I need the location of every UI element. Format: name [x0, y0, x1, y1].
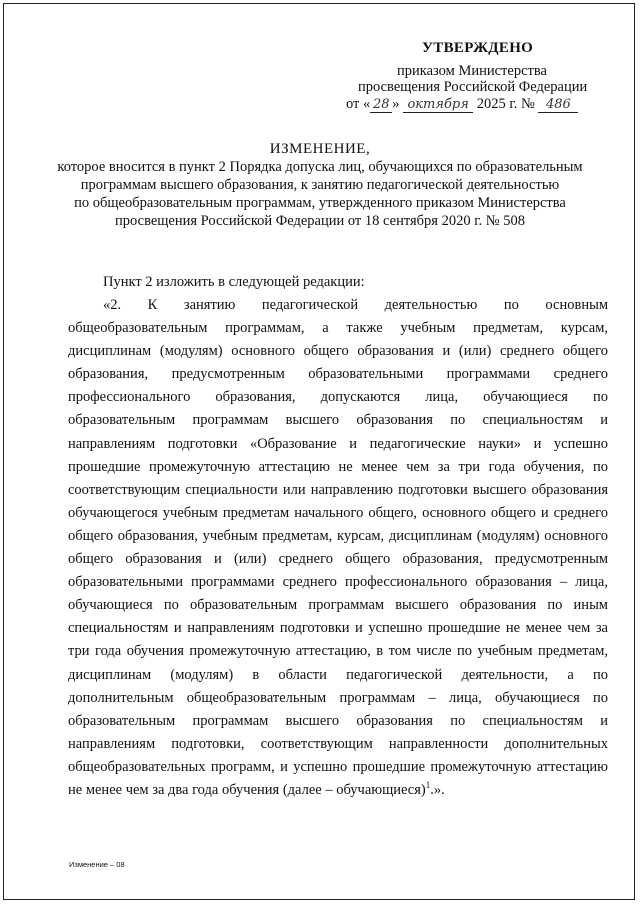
date-mid: » [392, 96, 400, 112]
approval-line-1: приказом Министерства [397, 63, 547, 79]
body-ending: .». [430, 781, 445, 798]
date-day: 28 [370, 97, 392, 113]
subtitle-line: программам высшего образования, к занятию педагогической деятельностью [80, 177, 560, 193]
approval-title: УТВЕРЖДЕНО [422, 40, 534, 56]
approval-line-2: просвещения Российской Федерации [358, 79, 588, 95]
subtitle-line: которое вносится в пункт 2 Порядка допуска лиц, обучающихся по образовательным [57, 159, 583, 175]
date-month: октября [403, 97, 473, 113]
subtitle-line: просвещения Российской Федерации от 18 сентября 2020 г. № 508 [115, 213, 525, 229]
approval-date-line [346, 96, 578, 113]
intro-text: Пункт 2 изложить в следующей редакции: [103, 274, 365, 290]
subtitle-line: по общеобразовательным программам, утвержденного приказом Министерства [74, 195, 566, 211]
document-title: ИЗМЕНЕНИЕ, [269, 141, 371, 157]
body-text: «2. К занятию педагогической деятельностью по основным общеобразовательным программам, а также учебным предметам, курсам, дисциплинам (модулям) основного общего образования и (или) среднего общего образования, предусмотренным образовательными программами среднего профессионального образования, допускаются лица, обучающиеся по образовательным программам высшего образования по специальностям и направлениям подготовки «Образование и педагогические науки» и успешно прошедшие промежуточную аттестацию не менее чем за три года обучения, по соответствующим специальности или направлению подготовки высшего образования обучающегося учебным предметам начального общего, основного общего и среднего общего образования, учебным предметам, курсам, дисциплинам (модулям) основного общего образования и (или) среднего общего образования, предусмотренным образовательными программами среднего профессионального образования – лица, обучающиеся по образовательным программам высшего образования по иным специальностям и направлениям подготовки и успешно прошедшие не менее чем за три года обучения промежуточную аттестацию, в том числе по учебным предметам, дисциплинам (модулям) в области педагогической деятельности, а по дополнительным общеобразовательным программам – лица, обучающиеся по образовательным программам высшего образования по специальностям и направлениям подготовки, соответствующим направленности дополнительных общеобразовательных программ, и успешно прошедшие промежуточную аттестацию не менее чем за два года обучения (далее – обучающиеся) [68, 297, 608, 798]
footer-note: Изменение – 08 [69, 860, 125, 869]
document-header [0, 140, 640, 230]
order-number: 486 [538, 97, 578, 113]
date-year: 2025 г. № [476, 96, 535, 112]
footnote-mark: 1 [425, 780, 431, 791]
body-paragraph [68, 294, 608, 802]
date-prefix: от « [346, 96, 371, 112]
